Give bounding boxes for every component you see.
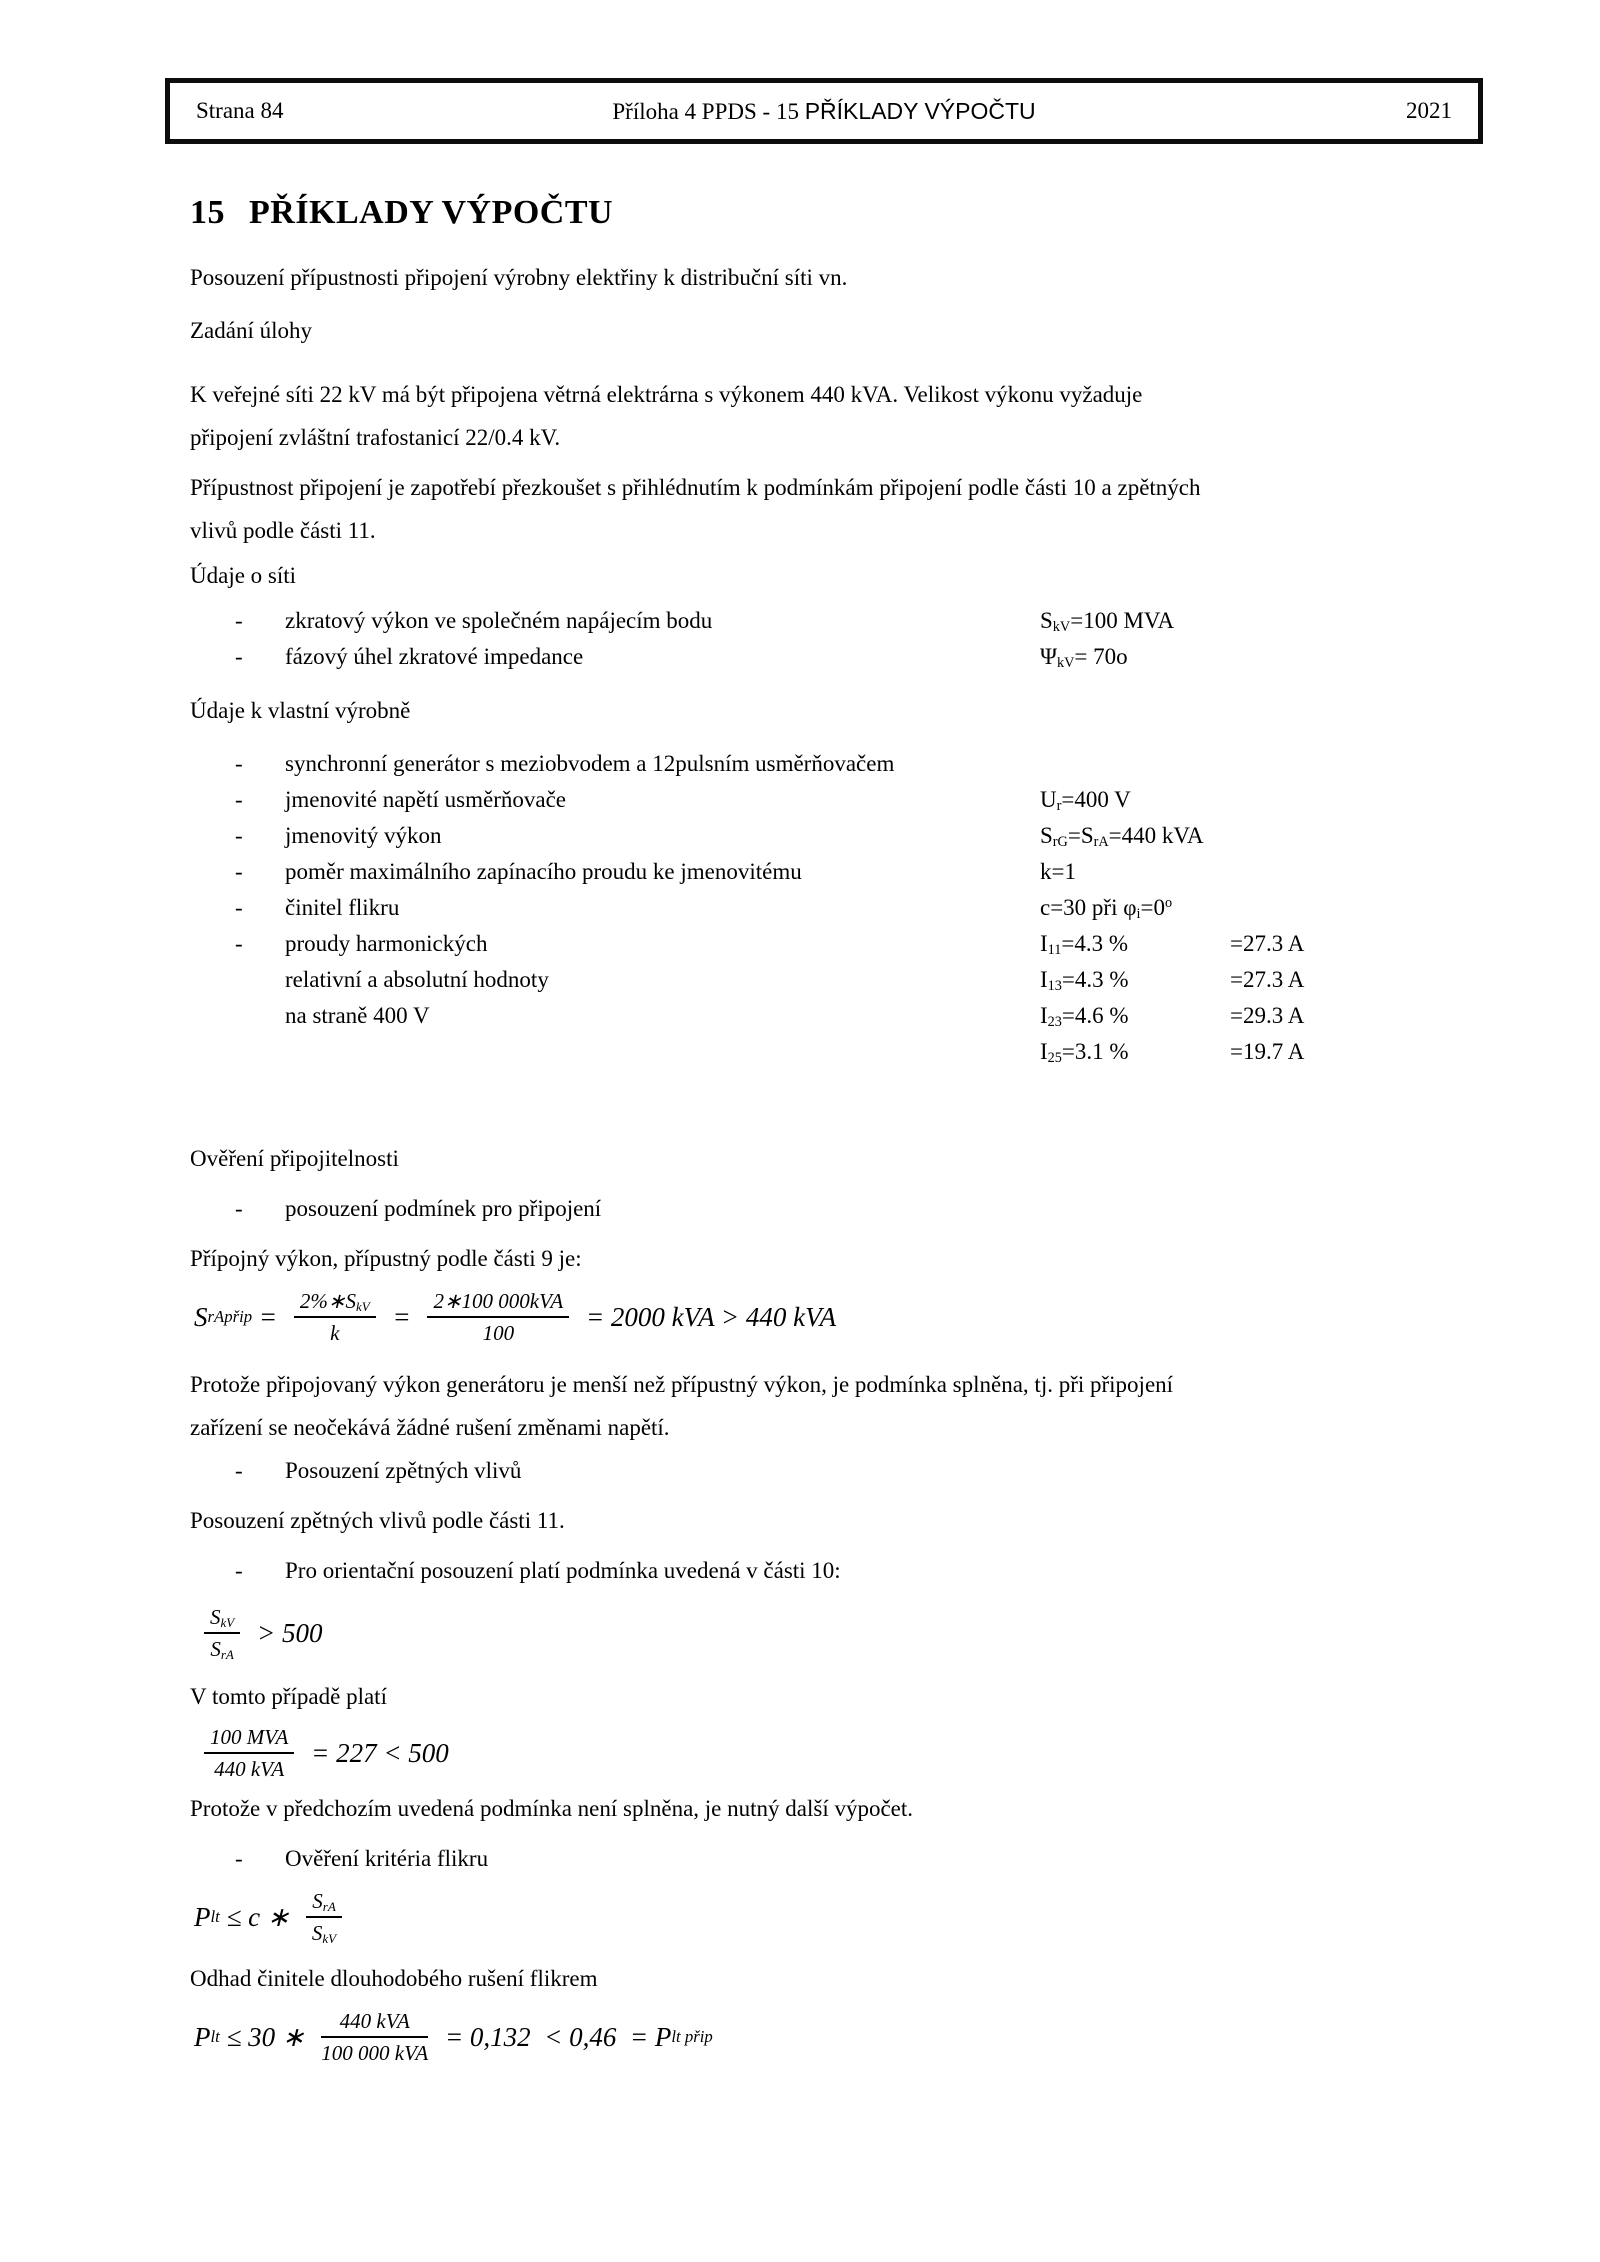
header-year: 2021 <box>1406 98 1452 123</box>
paragraph-admissibility: Přípustnost připojení je zapotřebí přezkoušet s přihlédnutím k podmínkám připojení podle části 10 a zpětných vlivů podle části 11. <box>190 475 1201 543</box>
header-title <box>612 98 1035 125</box>
row-label: synchronní generátor s meziobvodem a 12pulsním usměrňovačem <box>285 751 895 776</box>
bullet-label: Ověření kritéria flikru <box>285 1846 489 1871</box>
bullet-dash: - <box>235 787 243 812</box>
row-amp-value <box>1230 854 1412 890</box>
list-item <box>190 746 1412 782</box>
row-label: činitel flikru <box>285 895 400 920</box>
list-item <box>190 639 1412 675</box>
row-label: na straně 400 V <box>285 1003 430 1028</box>
row-indent <box>190 854 235 890</box>
header-title-sans: PŘÍKLADY VÝPOČTU <box>804 97 1036 124</box>
row-indent <box>190 998 235 1034</box>
row-amp-value <box>1230 603 1412 639</box>
row-amp-value <box>1230 890 1412 926</box>
bullet-indent <box>190 1553 235 1589</box>
section-number: 15 <box>190 194 225 231</box>
row-amp-value: =19.7 A <box>1230 1039 1305 1064</box>
list-item <box>190 818 1412 854</box>
row-value: $S_{kV}=100$ MVA <box>1040 608 1175 636</box>
bullet-dash <box>235 998 285 1034</box>
row-indent <box>190 746 235 782</box>
row-value <box>1040 746 1230 782</box>
bullet-indent <box>190 1191 235 1227</box>
row-label: poměr maximálního zapínacího proudu ke jmenovitému <box>285 859 802 884</box>
net-data-list <box>190 603 1412 675</box>
row-amp-value: =29.3 A <box>1230 1003 1305 1028</box>
connectivity-heading: Ověření připojitelnosti <box>190 1146 399 1171</box>
fraction: $\frac{\text{2∗100 000kVA}}{100}$ <box>427 1289 569 1345</box>
page-header <box>165 78 1483 144</box>
row-value: $I_{25}=3.1$ % <box>1040 1039 1129 1067</box>
row-value: $I_{11}=4.3$ % <box>1040 931 1129 959</box>
row-indent <box>190 818 235 854</box>
paragraph-flicker-estimate: Odhad činitele dlouhodobého rušení flikrem <box>190 1966 598 1991</box>
row-indent <box>190 1034 235 1070</box>
bullet-dash: - <box>235 895 243 920</box>
bullet-dash: - <box>235 823 243 848</box>
bullet-dash: - <box>235 1458 243 1483</box>
generator-data-list <box>190 746 1412 1070</box>
row-value: $\Psi_{kV}= 70o$ <box>1040 644 1128 672</box>
generator-data-heading: Údaje k vlastní výrobně <box>190 698 411 723</box>
paragraph-task: K veřejné síti 22 kV má být připojena větrná elektrárna s výkonem 440 kVA. Velikost výkonu vyžaduje připojení zvláštní trafostanicí 22/0.4 kV. <box>190 382 1143 450</box>
bullet-flicker <box>190 1841 1412 1877</box>
bullet-label: posouzení podmínek pro připojení <box>285 1196 602 1221</box>
paragraph-in-this-case: V tomto případě platí <box>190 1684 387 1709</box>
bullet-dash: - <box>235 644 243 669</box>
fraction: $\frac{S_{kV}}{S_{rA}}$ <box>204 1605 240 1661</box>
fraction: $\frac{2\%∗S_{kV}}{k}$ <box>294 1289 376 1345</box>
paragraph-feedback-part11: Posouzení zpětných vlivů podle části 11. <box>190 1508 565 1533</box>
bullet-dash: - <box>235 931 243 956</box>
bullet-label: Pro orientační posouzení platí podmínka uvedená v části 10: <box>285 1558 841 1583</box>
row-label <box>285 1034 1040 1070</box>
bullet-dash <box>235 962 285 998</box>
row-amp-value <box>1230 782 1412 818</box>
list-item <box>190 998 1412 1034</box>
bullet-feedback <box>190 1453 1412 1489</box>
row-indent <box>190 926 235 962</box>
row-value: c=30 při $\varphi_i=0^o$ <box>1040 895 1173 923</box>
row-label: relativní a absolutní hodnoty <box>285 967 549 992</box>
bullet-dash: - <box>235 608 243 633</box>
list-item <box>190 782 1412 818</box>
row-indent <box>190 603 235 639</box>
header-title-serif: Příloha 4 PPDS - 15 <box>612 98 805 124</box>
row-value: $I_{23}=4.6$ % <box>1040 1003 1129 1031</box>
formula-ratio-condition: $\frac{S_{kV}}{S_{rA}}$ > 500 <box>194 1597 1412 1669</box>
formula-flicker-criterion: P lt ≤ c ∗ $\frac{S_{rA}}{S_{kV}}$ <box>194 1881 1412 1953</box>
row-value: $U_r=400$ V <box>1040 787 1131 815</box>
fraction: $\frac{\text{100 MVA}}{\text{440 kVA}}$ <box>204 1725 294 1781</box>
list-item <box>190 603 1412 639</box>
row-indent <box>190 639 235 675</box>
zadani-heading: Zadání úlohy <box>190 318 312 343</box>
bullet-dash: - <box>235 751 243 776</box>
list-item <box>190 854 1412 890</box>
formula-ratio-result: $\frac{\text{100 MVA}}{\text{440 kVA}}$ = 227 < 500 <box>194 1717 1412 1789</box>
bullet-dash: - <box>235 1196 243 1221</box>
list-item <box>190 1034 1412 1070</box>
section-title: PŘÍKLADY VÝPOČTU <box>249 194 614 231</box>
row-value: $S_{rG}=S_{rA}=440$ kVA <box>1040 823 1204 851</box>
bullet-dash: - <box>235 859 243 884</box>
paragraph-condition-met: Protože připojovaný výkon generátoru je menší než přípustný výkon, je podmínka splněna, tj. při připojení zařízení se neočekává žádné rušení změnami napětí. <box>190 1372 1174 1440</box>
row-amp-value <box>1230 639 1412 675</box>
bullet-dash: - <box>235 1558 243 1583</box>
row-indent <box>190 962 235 998</box>
bullet-conditions <box>190 1191 1412 1227</box>
row-amp-value <box>1230 746 1412 782</box>
header-page-number: Strana 84 <box>196 98 284 123</box>
bullet-orientation <box>190 1553 1412 1589</box>
row-label: proudy harmonických <box>285 931 488 956</box>
page-content <box>190 144 1412 2073</box>
bullet-indent <box>190 1453 235 1489</box>
section-heading <box>190 190 1412 236</box>
list-item <box>190 962 1412 998</box>
row-value: $I_{13}=4.3$ % <box>1040 967 1129 995</box>
row-label: fázový úhel zkratové impedance <box>285 644 584 669</box>
formula-flicker-result: P lt ≤ 30 ∗ $\frac{\text{440 kVA}}{\text{100 000 kVA}}$ = 0,132 < 0,46 = P lt přip <box>194 2009 713 2065</box>
intro-paragraph: Posouzení přípustnosti připojení výrobny elektřiny k distribuční síti vn. <box>190 265 848 290</box>
net-data-heading: Údaje o síti <box>190 563 297 588</box>
row-indent <box>190 782 235 818</box>
bullet-dash <box>235 1034 285 1070</box>
row-amp-value: =27.3 A <box>1230 967 1305 992</box>
list-item <box>190 926 1412 962</box>
row-amp-value <box>1230 818 1412 854</box>
bullet-label: Posouzení zpětných vlivů <box>285 1458 522 1483</box>
formula-connected-power: S rApřip = $\frac{2\%∗S_{kV}}{k}$ = $\frac{\text{2∗100 000kVA}}{100}$ = 2000 kVA > 440 kVA <box>194 1289 837 1345</box>
row-value: k=1 <box>1040 859 1076 884</box>
fraction: $\frac{\text{440 kVA}}{\text{100 000 kVA}}$ <box>321 2009 429 2065</box>
row-amp-value: =27.3 A <box>1230 931 1305 956</box>
list-item <box>190 890 1412 926</box>
row-label: zkratový výkon ve společném napájecím bodu <box>285 608 713 633</box>
paragraph-further-calc: Protože v předchozím uvedená podmínka není splněna, je nutný další výpočet. <box>190 1796 914 1821</box>
row-indent <box>190 890 235 926</box>
bullet-dash: - <box>235 1846 243 1871</box>
connected-power-line: Přípojný výkon, přípustný podle části 9 je: <box>190 1246 582 1271</box>
bullet-indent <box>190 1841 235 1877</box>
row-label: jmenovitý výkon <box>285 823 442 848</box>
fraction: $\frac{S_{rA}}{S_{kV}}$ <box>306 1889 342 1945</box>
row-label: jmenovité napětí usměrňovače <box>285 787 567 812</box>
